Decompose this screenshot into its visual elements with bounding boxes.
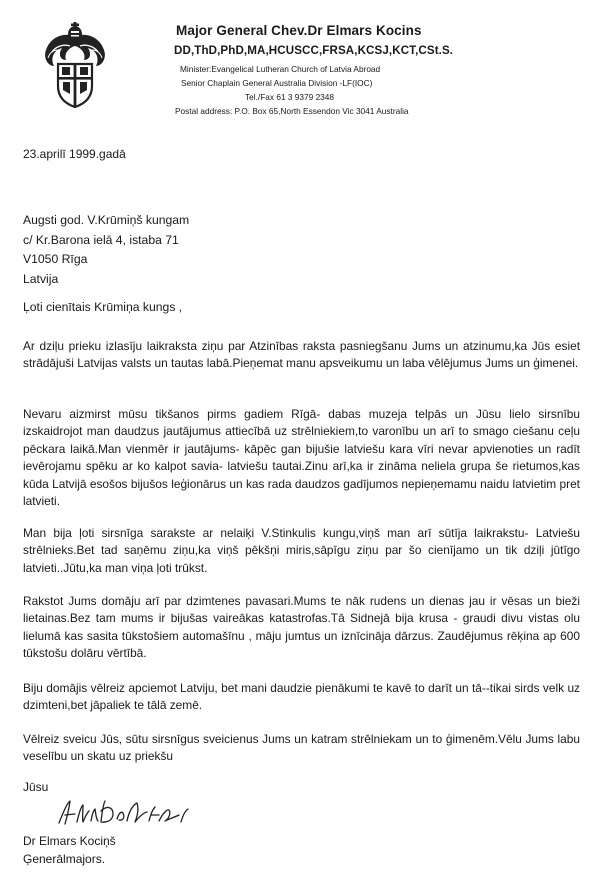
body-paragraph-4: Rakstot Jums domāju arī par dzimtenes pavasari.Mums te nāk rudens un dienas jau ir vēsas un bieži lietainas.Bez tam mums ir bijušas vaireākas katastrofas.Tā Sidnejā bija krusa - graudi divu vistas olu lielumā kas sasita tūkstošiem automašīnu , māju jumtus un iznīcināja dārzus. Zaudējumus rēķina ap 600 tūkstošu dolāru vērtībā.: [23, 594, 580, 661]
signature-block: [23, 832, 116, 868]
body-paragraph-6: Vēlreiz sveicu Jūs, sūtu sirsnīgus sveicienus Jums un katram strēlniekam un to ģimenēm.Vēlu Jums labu veselību un skatu uz priekšu: [23, 732, 580, 764]
signer-name: Dr Elmars Kociņš: [23, 834, 116, 848]
letterhead-phone-line: Tel./Fax 61 3 9379 2348: [245, 92, 335, 102]
letterhead-minister-line: Minister:Evangelical Lutheran Church of Latvia Abroad: [180, 64, 381, 74]
body-paragraph-2: Nevaru aizmirst mūsu tikšanos pirms gadiem Rīgā- dabas muzeja telpās un Jūsu lielo sirsnību izskaidrojot man daudzus jautājumus attiecībā uz strēlniekiem,to varonību un arī to smago ciešanu ceļu pēckara laikā.Man vienmēr ir jautājums- kāpēc gan bijušie latviešu kara vīri nevar apvienoties un radīt ievērojamu spēku ar ko kalpot savia- latviešu tautai.Zinu arī,ka ir zināma neliela grupa še rietumos,kas kūda Latvijā esošos bijušos leģionārus un kas rada daudzos gadījumos nepieņemamu naidu latvietim pret latvieti.: [23, 407, 580, 509]
letterhead-degrees: DD,ThD,PhD,MA,HCUSCC,FRSA,KCSJ,KCT,CSt.S.: [174, 44, 454, 57]
letterhead-name: Major General Chev.Dr Elmars Kocins: [176, 23, 422, 38]
body-paragraph-5: Biju domājis vēlreiz apciemot Latviju, bet mani daudzie pienākumi te kavē to darīt un tā--tikai sirds velk uz dzimteni,bet jāpaliek te tālā zemē.: [23, 681, 580, 713]
letterhead-chaplain-line: Senior Chaplain General Australia Division -LF(IOC): [181, 78, 373, 88]
handwritten-signature: [55, 795, 195, 827]
recipient-name: Augsti god. V.Krūmiņš kungam: [23, 213, 190, 227]
letterhead-address-line: Postal address: P.O. Box 65,North Essendon Vic 3041 Australia: [175, 106, 409, 116]
recipient-block: [23, 211, 189, 289]
recipient-country: Latvija: [23, 271, 59, 286]
closing: Jūsu: [23, 780, 49, 794]
recipient-city: V1050 Rīga: [23, 252, 88, 266]
body-paragraph-3: Man bija ļoti sirsnīga sarakste ar nelaiķi V.Stinkulis kungu,viņš man arī sūtīja laikrakstu- Latviešu strēlnieks.Bet tad saņēmu ziņu,ka viņš pēkšņi miris,sāpīgu ziņu par šo cienījamo un tik dziļi jūtīgo latvieti..Jūtu,ka man viņa ļoti trūkst.: [23, 526, 580, 575]
letter-date: 23.aprilī 1999.gadā: [23, 147, 126, 161]
signer-title: Ģenerālmajors.: [23, 852, 106, 866]
coat-of-arms-icon: [40, 22, 110, 108]
body-paragraph-1: Ar dziļu prieku izlasīju laikraksta ziņu par Atzinības raksta pasniegšanu Jums un atzinumu,ka Jūs esiet strādājuši Latvijas valsts un tautas labā.Pieņemat manu apsveikumu un laba vēlējumus Jums un ģimenei.: [23, 339, 580, 371]
salutation: Ļoti cienītais Krūmiņa kungs ,: [23, 300, 183, 314]
recipient-street: c/ Kr.Barona ielā 4, istaba 71: [23, 232, 179, 247]
